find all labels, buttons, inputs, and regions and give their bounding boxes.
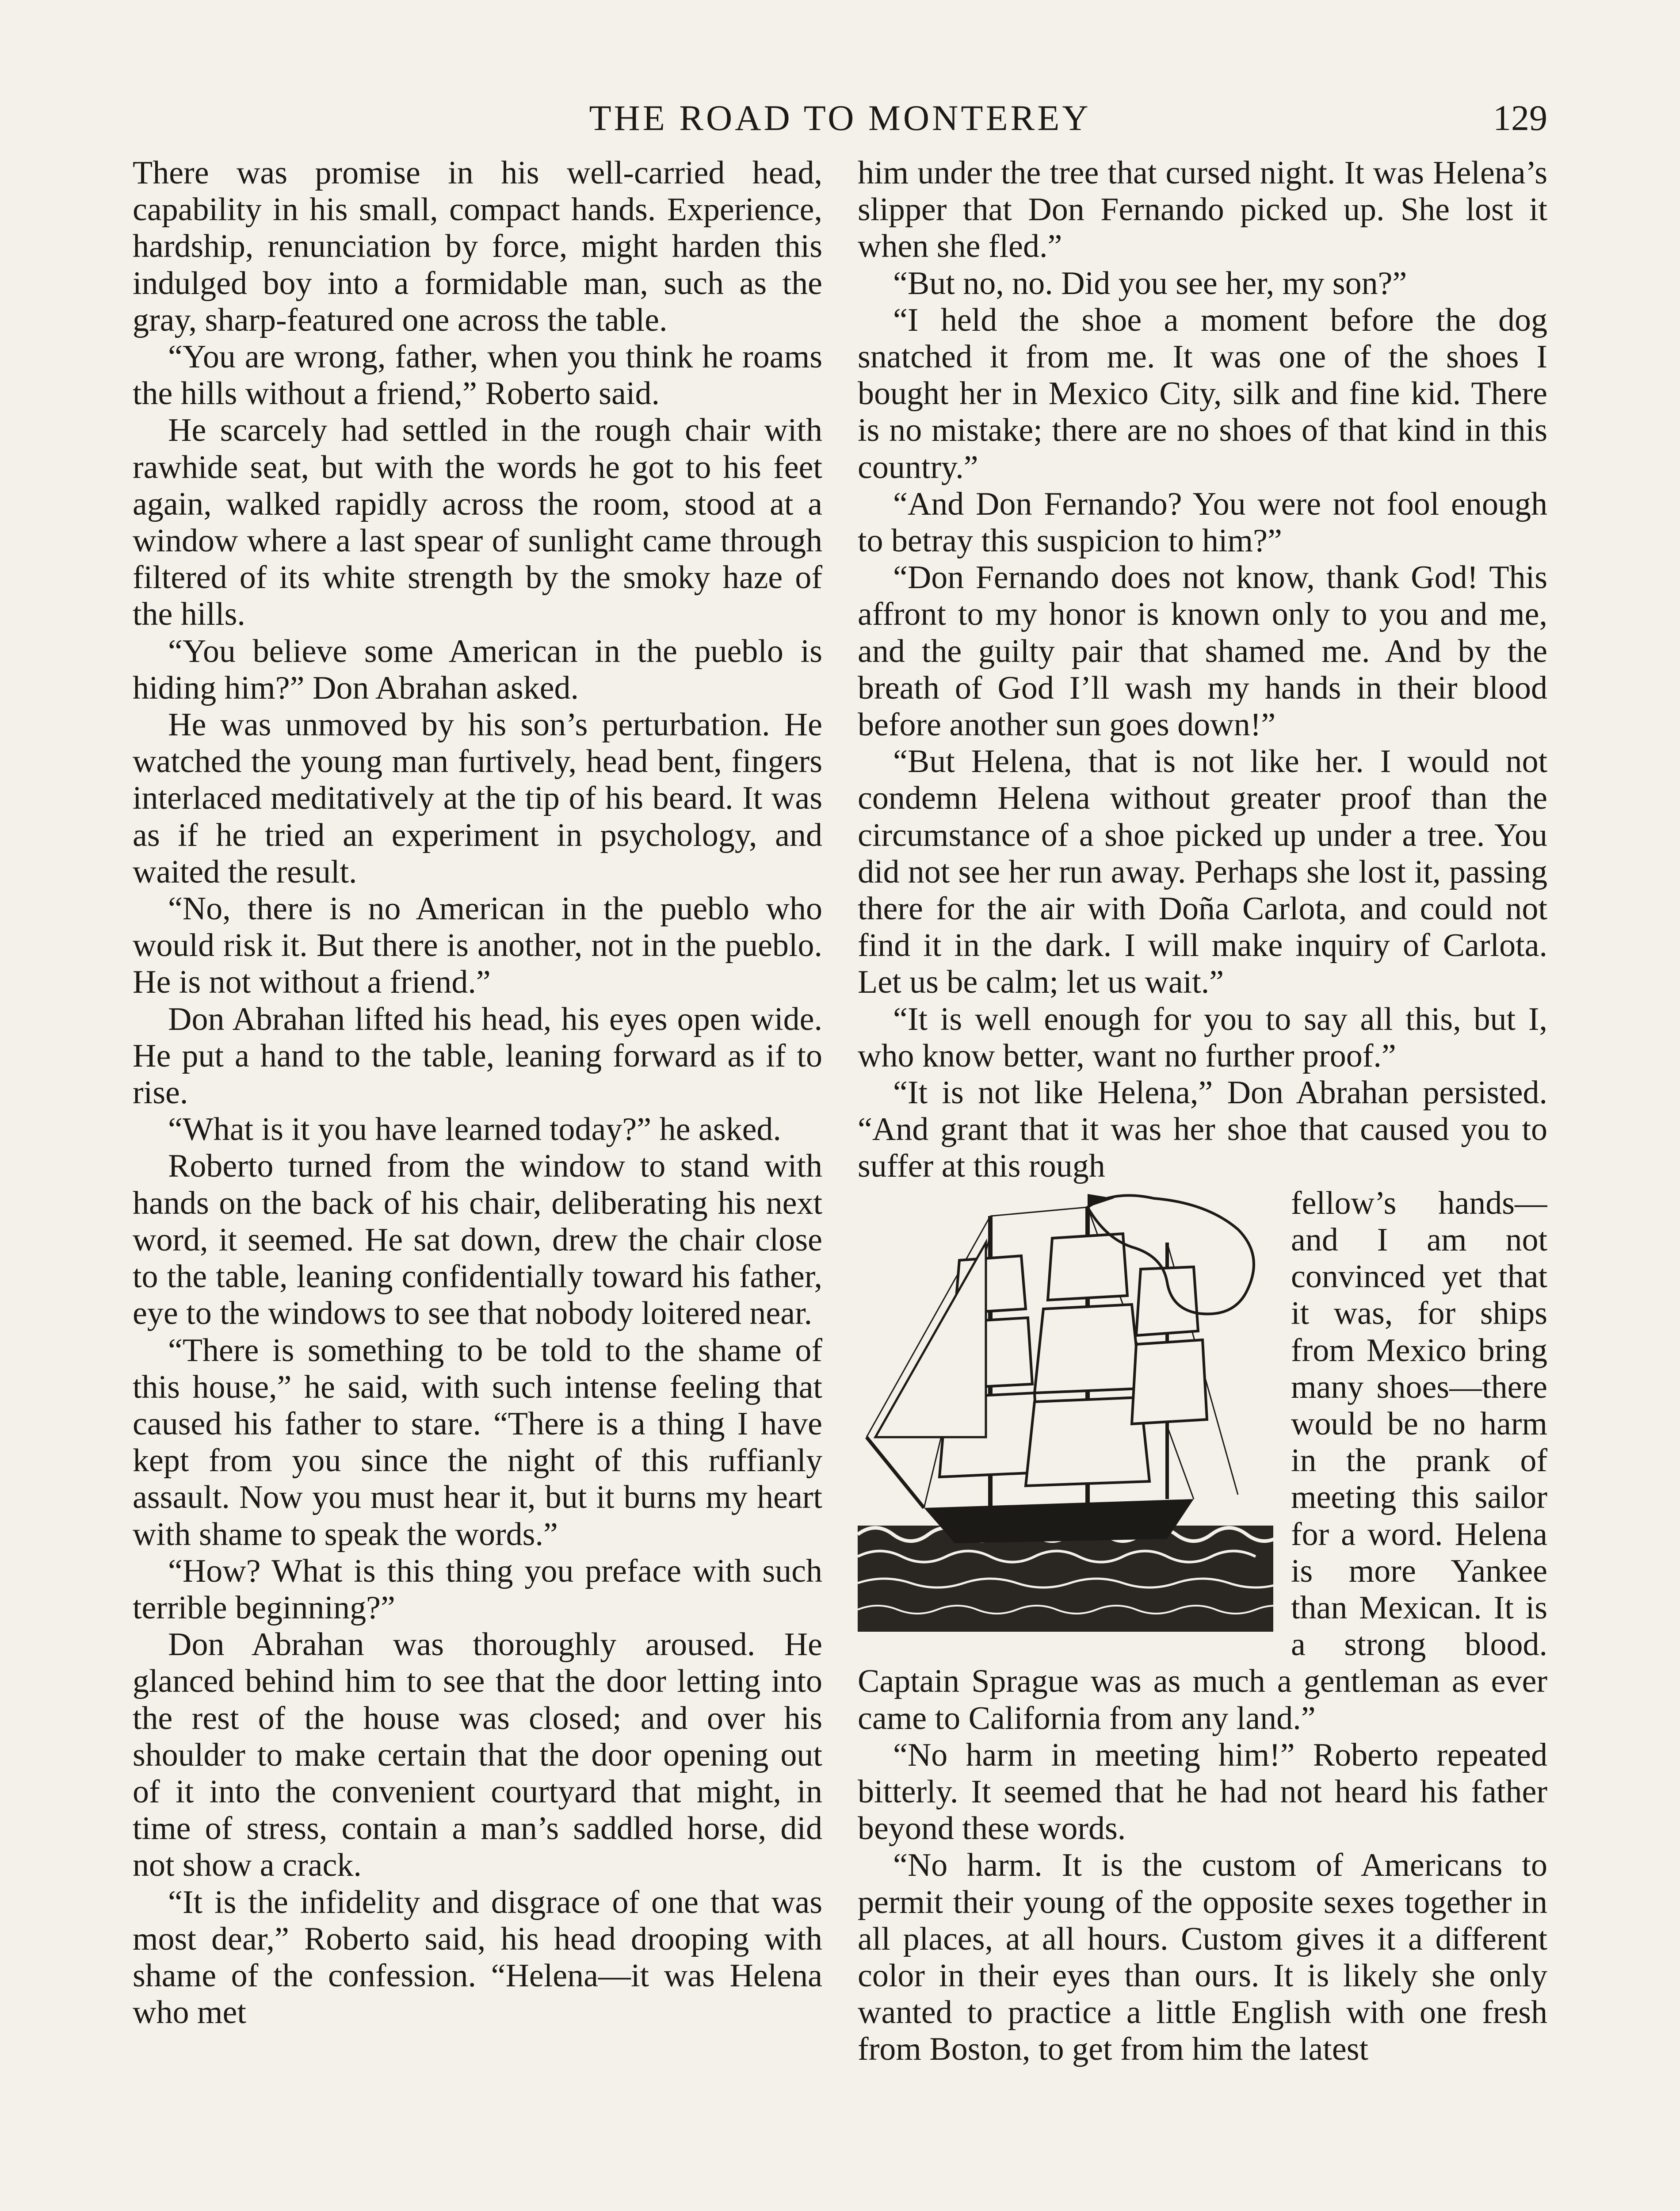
page-header [133,97,1547,146]
paragraph: “You are wrong, father, when you think he roams the hills without a friend,” Roberto said. [133,339,822,412]
paragraph: Don Abrahan lifted his head, his eyes open wide. He put a hand to the table, leaning forward as if to rise. [133,1001,822,1111]
paragraph: “How? What is this thing you preface with such terrible beginning?” [133,1553,822,1626]
paragraph: “I held the shoe a moment before the dog snatched it from me. It was one of the shoes I bought her in Mexico City, silk and fine kid. There is no mistake; there are no shoes of that kind in this country.” [858,302,1547,486]
page-number: 129 [1493,98,1547,138]
right-column [858,155,1547,2211]
paragraph: He was unmoved by his son’s perturbation. He watched the young man furtively, head bent, fingers interlaced meditatively at the tip of his beard. It was as if he tried an experiment in psychology, and waited the result. [133,707,822,890]
paragraph: “No, there is no American in the pueblo who would risk it. But there is another, not in the pueblo. He is not without a friend.” [133,891,822,1001]
paragraph: “But no, no. Did you see her, my son?” [893,265,1407,302]
paragraph: “No harm. It is the custom of Americans to permit their young of the opposite sexes together in all places, at all hours. Custom gives it a different color in their eyes than ours. It is likely she only wanted to practice a little English with one fresh from Boston, to get from him the latest [858,1847,1547,2068]
magazine-page [133,97,1547,2211]
paragraph: “It is not like Helena,” Don Abrahan persisted. “And grant that it was her shoe that caused you to suffer at this rough [858,1075,1547,1185]
left-column [133,155,822,2211]
wrapped-paragraph: fellow’s hands—and I am not convinced yet that it was, for ships from Mexico bring many shoes—there would be no harm in the prank of meeting this sailor for a word. Helena is more Yankee than Mexican. It is a strong blood. Captain Sprague was as much a gentleman as ever came to California from any land.” [858,1185,1547,1737]
running-title: THE ROAD TO MONTEREY [589,98,1091,138]
paragraph: “You believe some American in the pueblo is hiding him?” Don Abrahan asked. [133,633,822,706]
paragraph: “No harm in meeting him!” Roberto repeated bitterly. It seemed that he had not heard his father beyond these words. [858,1737,1547,1847]
paragraph: There was promise in his well-carried head, capability in his small, compact hands. Experience, hardship, renunciation by force, might harden this indulged boy into a formidable man, such as the gray, sharp-featured one across the table. [133,155,822,338]
paragraph: Roberto turned from the window to stand with hands on the back of his chair, deliberating his next word, it seemed. He sat down, drew the chair close to the table, leaning confidentially toward his father, eye to the windows to see that nobody loitered near. [133,1148,822,1332]
paragraph: He scarcely had settled in the rough chair with rawhide seat, but with the words he got to his feet again, walked rapidly across the room, stood at a window where a last spear of sunlight came through filtered of its white strength by the smoky haze of the hills. [133,412,822,633]
paragraph: “It is well enough for you to say all this, but I, who know better, want no further proof.” [858,1001,1547,1074]
paragraph: “What is it you have learned today?” he asked. [168,1111,781,1148]
paragraph: Don Abrahan was thoroughly aroused. He glanced behind him to see that the door letting into the rest of the house was closed; and over his shoulder to make certain that the door opening out of it into the convenient courtyard that might, in time of stress, contain a man’s saddled horse, did not show a crack. [133,1626,822,1884]
sailing-ship-illustration [858,1190,1273,1658]
paragraph: “There is something to be told to the shame of this house,” he said, with such intense feeling that caused his father to stare. “There is a thing I have kept from you since the night of this ruffianly assault. Now you must hear it, but it burns my heart with shame to speak the words.” [133,1332,822,1553]
paragraph: “It is the infidelity and disgrace of one that was most dear,” Roberto said, his head drooping with shame of the confession. “Helena—it was Helena who met [133,1884,822,2031]
paragraph: him under the tree that cursed night. It was Helena’s slipper that Don Fernando picked up. She lost it when she fled.” [858,155,1547,265]
paragraph: “Don Fernando does not know, thank God! This affront to my honor is known only to you and me, and the guilty pair that shamed me. And by the breath of God I’ll wash my hands in their blood before another sun goes down!” [858,559,1547,743]
paragraph: “And Don Fernando? You were not fool enough to betray this suspicion to him?” [858,486,1547,559]
paragraph: “But Helena, that is not like her. I would not condemn Helena without greater proof than the circumstance of a shoe picked up under a tree. You did not see her run away. Perhaps she lost it, passing there for the air with Doña Carlota, and could not find it in the dark. I will make inquiry of Carlota. Let us be calm; let us wait.” [858,743,1547,1001]
